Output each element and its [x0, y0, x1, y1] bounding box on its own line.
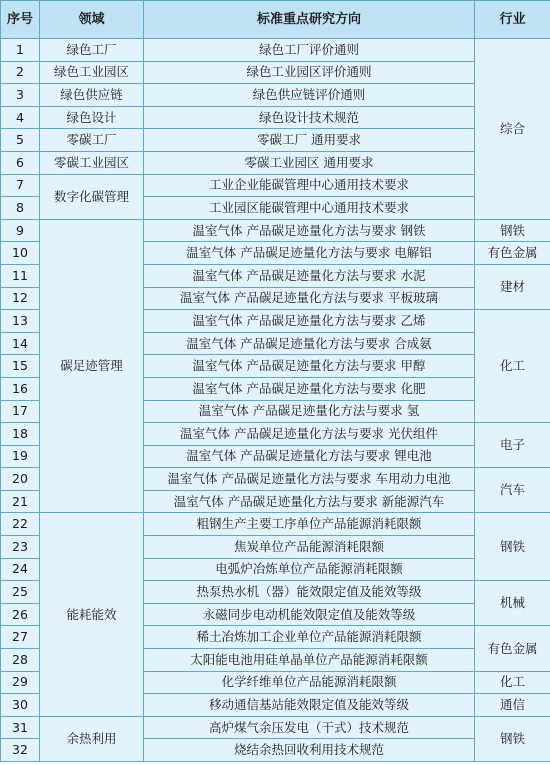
domain-cell: 余热利用 [40, 716, 144, 761]
direction-cell: 热泵热水机（器）能效限定值及能效等级 [144, 581, 475, 604]
direction-cell: 温室气体 产品碳足迹量化方法与要求 乙烯 [144, 310, 475, 333]
header-direction: 标准重点研究方向 [144, 1, 475, 39]
direction-cell: 温室气体 产品碳足迹量化方法与要求 锂电池 [144, 445, 475, 468]
row-index: 9 [1, 219, 40, 242]
row-index: 11 [1, 264, 40, 287]
row-index: 24 [1, 558, 40, 581]
table-row [1, 129, 550, 152]
row-index: 31 [1, 716, 40, 739]
domain-cell: 碳足迹管理 [40, 219, 144, 513]
industry-cell: 建材 [475, 264, 550, 309]
row-index: 32 [1, 739, 40, 762]
row-index: 18 [1, 423, 40, 446]
industry-cell: 化工 [475, 671, 550, 694]
domain-cell: 零碳工业园区 [40, 151, 144, 174]
industry-cell: 综合 [475, 39, 550, 220]
row-index: 12 [1, 287, 40, 310]
header-domain: 领域 [40, 1, 144, 39]
industry-cell: 钢铁 [475, 513, 550, 581]
direction-cell: 绿色供应链评价通则 [144, 84, 475, 107]
industry-cell: 有色金属 [475, 626, 550, 671]
industry-cell: 通信 [475, 694, 550, 717]
direction-cell: 电弧炉冶炼单位产品能源消耗限额 [144, 558, 475, 581]
row-index: 4 [1, 106, 40, 129]
row-index: 15 [1, 355, 40, 378]
table-row [1, 84, 550, 107]
row-index: 1 [1, 39, 40, 62]
row-index: 7 [1, 174, 40, 197]
row-index: 23 [1, 536, 40, 559]
row-index: 10 [1, 242, 40, 265]
row-index: 6 [1, 151, 40, 174]
table-row [1, 106, 550, 129]
table-row [1, 174, 550, 197]
direction-cell: 烧结余热回收利用技术规范 [144, 739, 475, 762]
row-index: 22 [1, 513, 40, 536]
direction-cell: 温室气体 产品碳足迹量化方法与要求 平板玻璃 [144, 287, 475, 310]
domain-cell: 零碳工厂 [40, 129, 144, 152]
row-index: 29 [1, 671, 40, 694]
direction-cell: 绿色工厂评价通则 [144, 39, 475, 62]
table-row [1, 39, 550, 62]
direction-cell: 高炉煤气余压发电（干式）技术规范 [144, 716, 475, 739]
row-index: 5 [1, 129, 40, 152]
direction-cell: 温室气体 产品碳足迹量化方法与要求 甲醇 [144, 355, 475, 378]
industry-cell: 钢铁 [475, 716, 550, 761]
row-index: 28 [1, 649, 40, 672]
domain-cell: 绿色工业园区 [40, 61, 144, 84]
direction-cell: 温室气体 产品碳足迹量化方法与要求 氢 [144, 400, 475, 423]
row-index: 21 [1, 490, 40, 513]
row-index: 27 [1, 626, 40, 649]
direction-cell: 太阳能电池用硅单晶单位产品能源消耗限额 [144, 649, 475, 672]
direction-cell: 稀土冶炼加工企业单位产品能源消耗限额 [144, 626, 475, 649]
row-index: 16 [1, 377, 40, 400]
industry-cell: 化工 [475, 310, 550, 423]
direction-cell: 温室气体 产品碳足迹量化方法与要求 水泥 [144, 264, 475, 287]
row-index: 17 [1, 400, 40, 423]
table-row [1, 219, 550, 242]
direction-cell: 温室气体 产品碳足迹量化方法与要求 钢铁 [144, 219, 475, 242]
row-index: 14 [1, 332, 40, 355]
direction-cell: 绿色设计技术规范 [144, 106, 475, 129]
row-index: 26 [1, 603, 40, 626]
direction-cell: 温室气体 产品碳足迹量化方法与要求 化肥 [144, 377, 475, 400]
row-index: 30 [1, 694, 40, 717]
direction-cell: 移动通信基站能效限定值及能效等级 [144, 694, 475, 717]
domain-cell: 绿色设计 [40, 106, 144, 129]
direction-cell: 工业企业能碳管理中心通用技术要求 [144, 174, 475, 197]
direction-cell: 粗钢生产主要工序单位产品能源消耗限额 [144, 513, 475, 536]
direction-cell: 温室气体 产品碳足迹量化方法与要求 光伏组件 [144, 423, 475, 446]
industry-cell: 电子 [475, 423, 550, 468]
industry-cell: 汽车 [475, 468, 550, 513]
direction-cell: 温室气体 产品碳足迹量化方法与要求 电解铝 [144, 242, 475, 265]
domain-cell: 绿色工厂 [40, 39, 144, 62]
direction-cell: 零碳工厂 通用要求 [144, 129, 475, 152]
table-row [1, 513, 550, 536]
table-row [1, 61, 550, 84]
row-index: 20 [1, 468, 40, 491]
table-row [1, 716, 550, 739]
direction-cell: 温室气体 产品碳足迹量化方法与要求 车用动力电池 [144, 468, 475, 491]
industry-cell: 钢铁 [475, 219, 550, 242]
direction-cell: 工业园区能碳管理中心通用技术要求 [144, 197, 475, 220]
domain-cell: 数字化碳管理 [40, 174, 144, 219]
row-index: 8 [1, 197, 40, 220]
row-index: 25 [1, 581, 40, 604]
industry-cell: 有色金属 [475, 242, 550, 265]
row-index: 19 [1, 445, 40, 468]
direction-cell: 温室气体 产品碳足迹量化方法与要求 合成氨 [144, 332, 475, 355]
domain-cell: 能耗能效 [40, 513, 144, 716]
direction-cell: 化学纤维单位产品能源消耗限额 [144, 671, 475, 694]
row-index: 2 [1, 61, 40, 84]
header-row [1, 1, 550, 39]
direction-cell: 焦炭单位产品能源消耗限额 [144, 536, 475, 559]
row-index: 3 [1, 84, 40, 107]
table-row [1, 151, 550, 174]
industry-cell: 机械 [475, 581, 550, 626]
direction-cell: 绿色工业园区评价通则 [144, 61, 475, 84]
domain-cell: 绿色供应链 [40, 84, 144, 107]
header-industry: 行业 [475, 1, 550, 39]
header-index: 序号 [1, 1, 40, 39]
direction-cell: 永磁同步电动机能效限定值及能效等级 [144, 603, 475, 626]
direction-cell: 零碳工业园区 通用要求 [144, 151, 475, 174]
row-index: 13 [1, 310, 40, 333]
direction-cell: 温室气体 产品碳足迹量化方法与要求 新能源汽车 [144, 490, 475, 513]
